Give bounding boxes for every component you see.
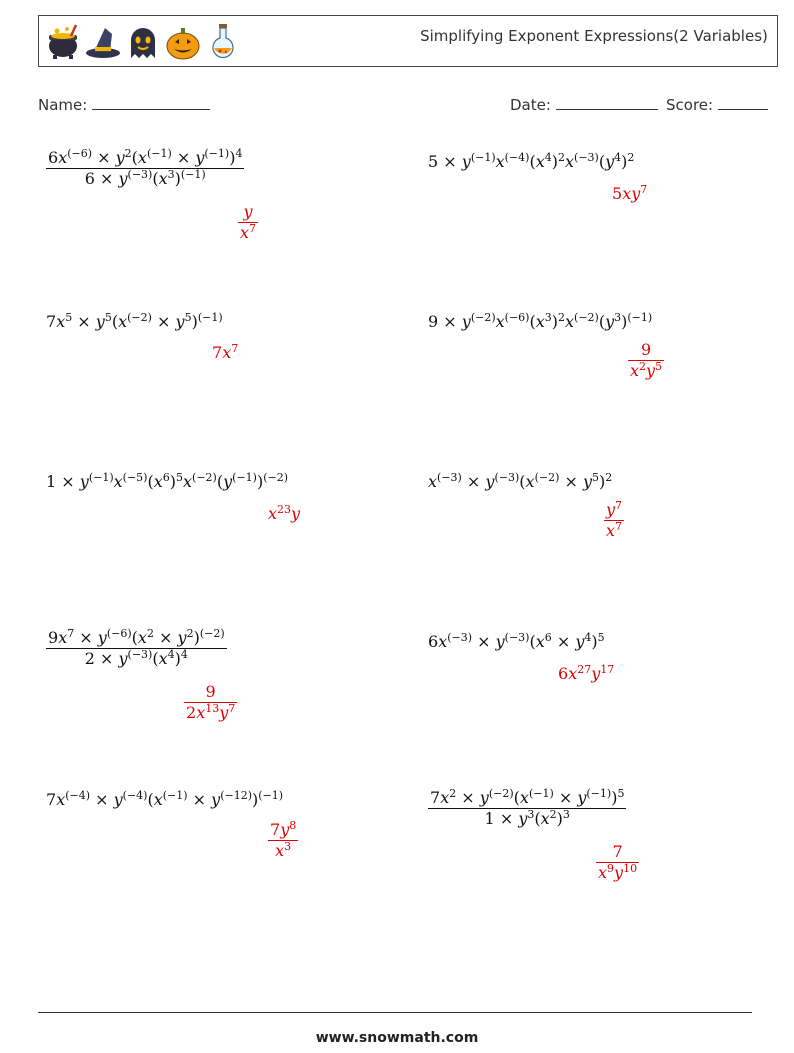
score-label: Score: [666, 96, 714, 114]
pumpkin-icon [165, 20, 201, 64]
answer-2: $5xy^7$ [612, 183, 648, 203]
name-blank[interactable] [92, 95, 210, 110]
answer-6: $\frac{y^7}{x^7}$ [606, 499, 623, 540]
name-field [38, 95, 210, 114]
score-field [666, 95, 768, 114]
problem-9: $7x^{(-4)} \times y^{(-4)}(x^{(-1)} \times y^{(-12)})^{(-1)}$ [46, 789, 284, 809]
date-field [510, 95, 658, 114]
problem-3: $7x^5 \times y^5(x^{(-2)} \times y^5)^{(-1)}$ [46, 311, 223, 331]
answer-3: $7x^7$ [212, 342, 239, 362]
answer-8: $6x^{27}y^{17}$ [558, 663, 615, 683]
problem-2: $5 \times y^{(-1)}x^{(-4)}(x^4)^2x^{(-3)}(y^4)^2$ [428, 151, 635, 171]
problem-5: $1 \times y^{(-1)}x^{(-5)}(x^6)^5x^{(-2)}(y^{(-1)})^{(-2)}$ [46, 471, 289, 491]
answer-1: $\frac{y}{x^7}$ [240, 202, 257, 242]
halloween-icons [45, 20, 241, 64]
witch-hat-icon [85, 20, 121, 64]
score-blank[interactable] [718, 95, 768, 110]
cauldron-icon [45, 20, 81, 64]
answer-9: $\frac{7y^8}{x^3}$ [270, 819, 297, 860]
worksheet-title: Simplifying Exponent Expressions(2 Variables) [420, 27, 768, 45]
problem-6: $x^{(-3)} \times y^{(-3)}(x^{(-2)} \times y^5)^2$ [428, 471, 613, 491]
problem-4: $9 \times y^{(-2)}x^{(-6)}(x^3)^2x^{(-2)}(y^3)^{(-1)}$ [428, 311, 653, 331]
potion-icon [205, 20, 241, 64]
answer-5: $x^{23}y$ [268, 503, 301, 523]
problem-8: $6x^{(-3)} \times y^{(-3)}(x^6 \times y^4)^5$ [428, 631, 605, 651]
answer-10: $\frac{7}{x^9y^{10}}$ [598, 842, 638, 882]
problem-7: $\frac{9x^7 \times y^{(-6)}(x^2 \times y^2)^{(-2)}}{2 \times y^{(-3)}(x^4)^4}$ [48, 627, 225, 668]
answer-4: $\frac{9}{x^2y^5}$ [630, 340, 663, 380]
date-label: Date: [510, 96, 551, 114]
answer-7: $\frac{9}{2x^{13}y^7}$ [186, 682, 236, 722]
problem-1: $\frac{6x^{(-6)} \times y^2(x^{(-1)} \times y^{(-1)})^4}{6 \times y^{(-3)}(x^3)^{(-1)}}$ [48, 147, 243, 188]
footer-divider [38, 1012, 752, 1013]
worksheet-header [38, 15, 778, 67]
name-label: Name: [38, 96, 88, 114]
problem-10: $\frac{7x^2 \times y^{(-2)}(x^{(-1)} \times y^{(-1)})^5}{1 \times y^3(x^2)^3}$ [430, 787, 625, 828]
date-blank[interactable] [556, 95, 658, 110]
footer-url: www.snowmath.com [315, 1030, 479, 1046]
ghost-icon [125, 20, 161, 64]
